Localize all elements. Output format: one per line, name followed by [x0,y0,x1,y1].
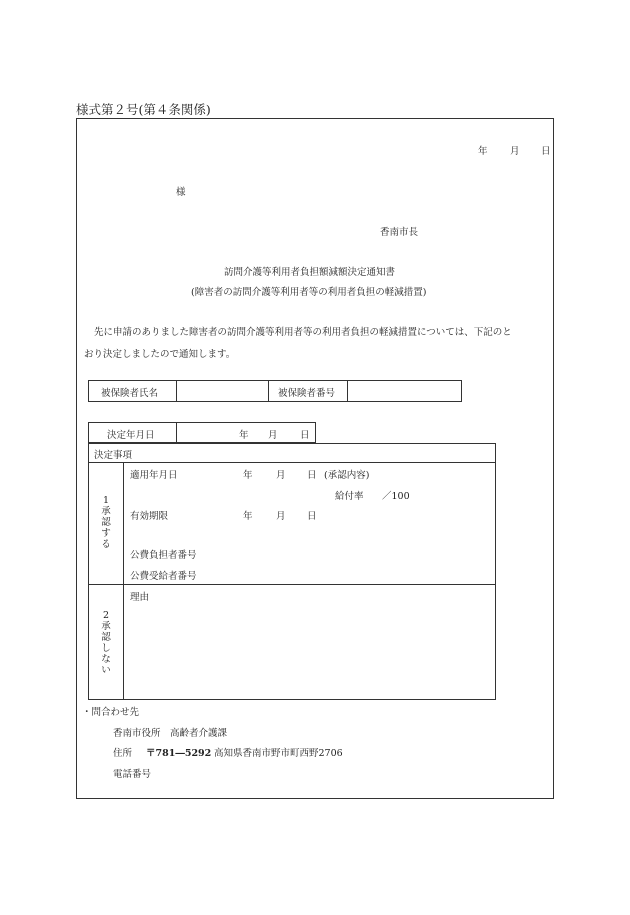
valid-day: 日 [307,511,317,522]
valid-month: 月 [276,511,286,522]
apply-day: 日 [307,470,317,481]
body-line-1: 先に申請のありました障害者の訪問介護等利用者等の利用者負担の軽減措置については、下記のと [94,327,512,338]
contact-address: 高知県香南市野市町西野2706 [214,748,343,759]
body-line-2: おり決定しましたので通知します。 [84,349,236,360]
issuer: 香南市長 [380,227,419,238]
contact-office: 香南市役所 高齢者介護課 [113,728,228,739]
approve-side-label: 1 承 認 す る [101,495,111,550]
addressee-suffix: 様 [176,187,186,198]
benefit-rate-label: 給付率 [335,491,364,502]
approval-content-label: (承認内容) [324,470,370,481]
decision-date-label: 決定年月日 [107,430,155,441]
valid-year: 年 [243,511,253,522]
contact-phone-label: 電話番号 [113,769,152,780]
decision-year: 年 [239,430,249,441]
insured-number-label: 被保険者番号 [278,388,336,399]
public-recipient-label: 公費受給者番号 [130,571,197,582]
decision-day: 日 [300,430,310,441]
apply-year: 年 [243,470,253,481]
apply-month: 月 [276,470,286,481]
document-title: 訪問介護等利用者負担額減額決定通知書 [224,267,396,278]
date-day: 日 [541,146,551,157]
valid-until-label: 有効期限 [130,511,169,522]
document-subtitle: (障害者の訪問介護等利用者等の利用者負担の軽減措置) [191,287,427,298]
contact-heading: ・問合わせ先 [82,707,140,718]
decision-month: 月 [268,430,278,441]
insured-name-label: 被保険者氏名 [101,388,159,399]
date-year: 年 [478,146,488,157]
contact-address-label: 住所 [113,748,133,759]
apply-date-label: 適用年月日 [130,470,178,481]
benefit-rate-value: ／100 [382,491,410,502]
date-month: 月 [510,146,520,157]
decision-items-label: 決定事項 [94,450,133,461]
contact-postal: 〒781―5292 [146,748,212,759]
form-label: 様式第２号(第４条関係) [76,102,211,117]
reason-label: 理由 [130,592,150,603]
reject-side-label: 2 承 認 し な い [101,610,111,676]
public-payer-label: 公費負担者番号 [130,550,197,561]
